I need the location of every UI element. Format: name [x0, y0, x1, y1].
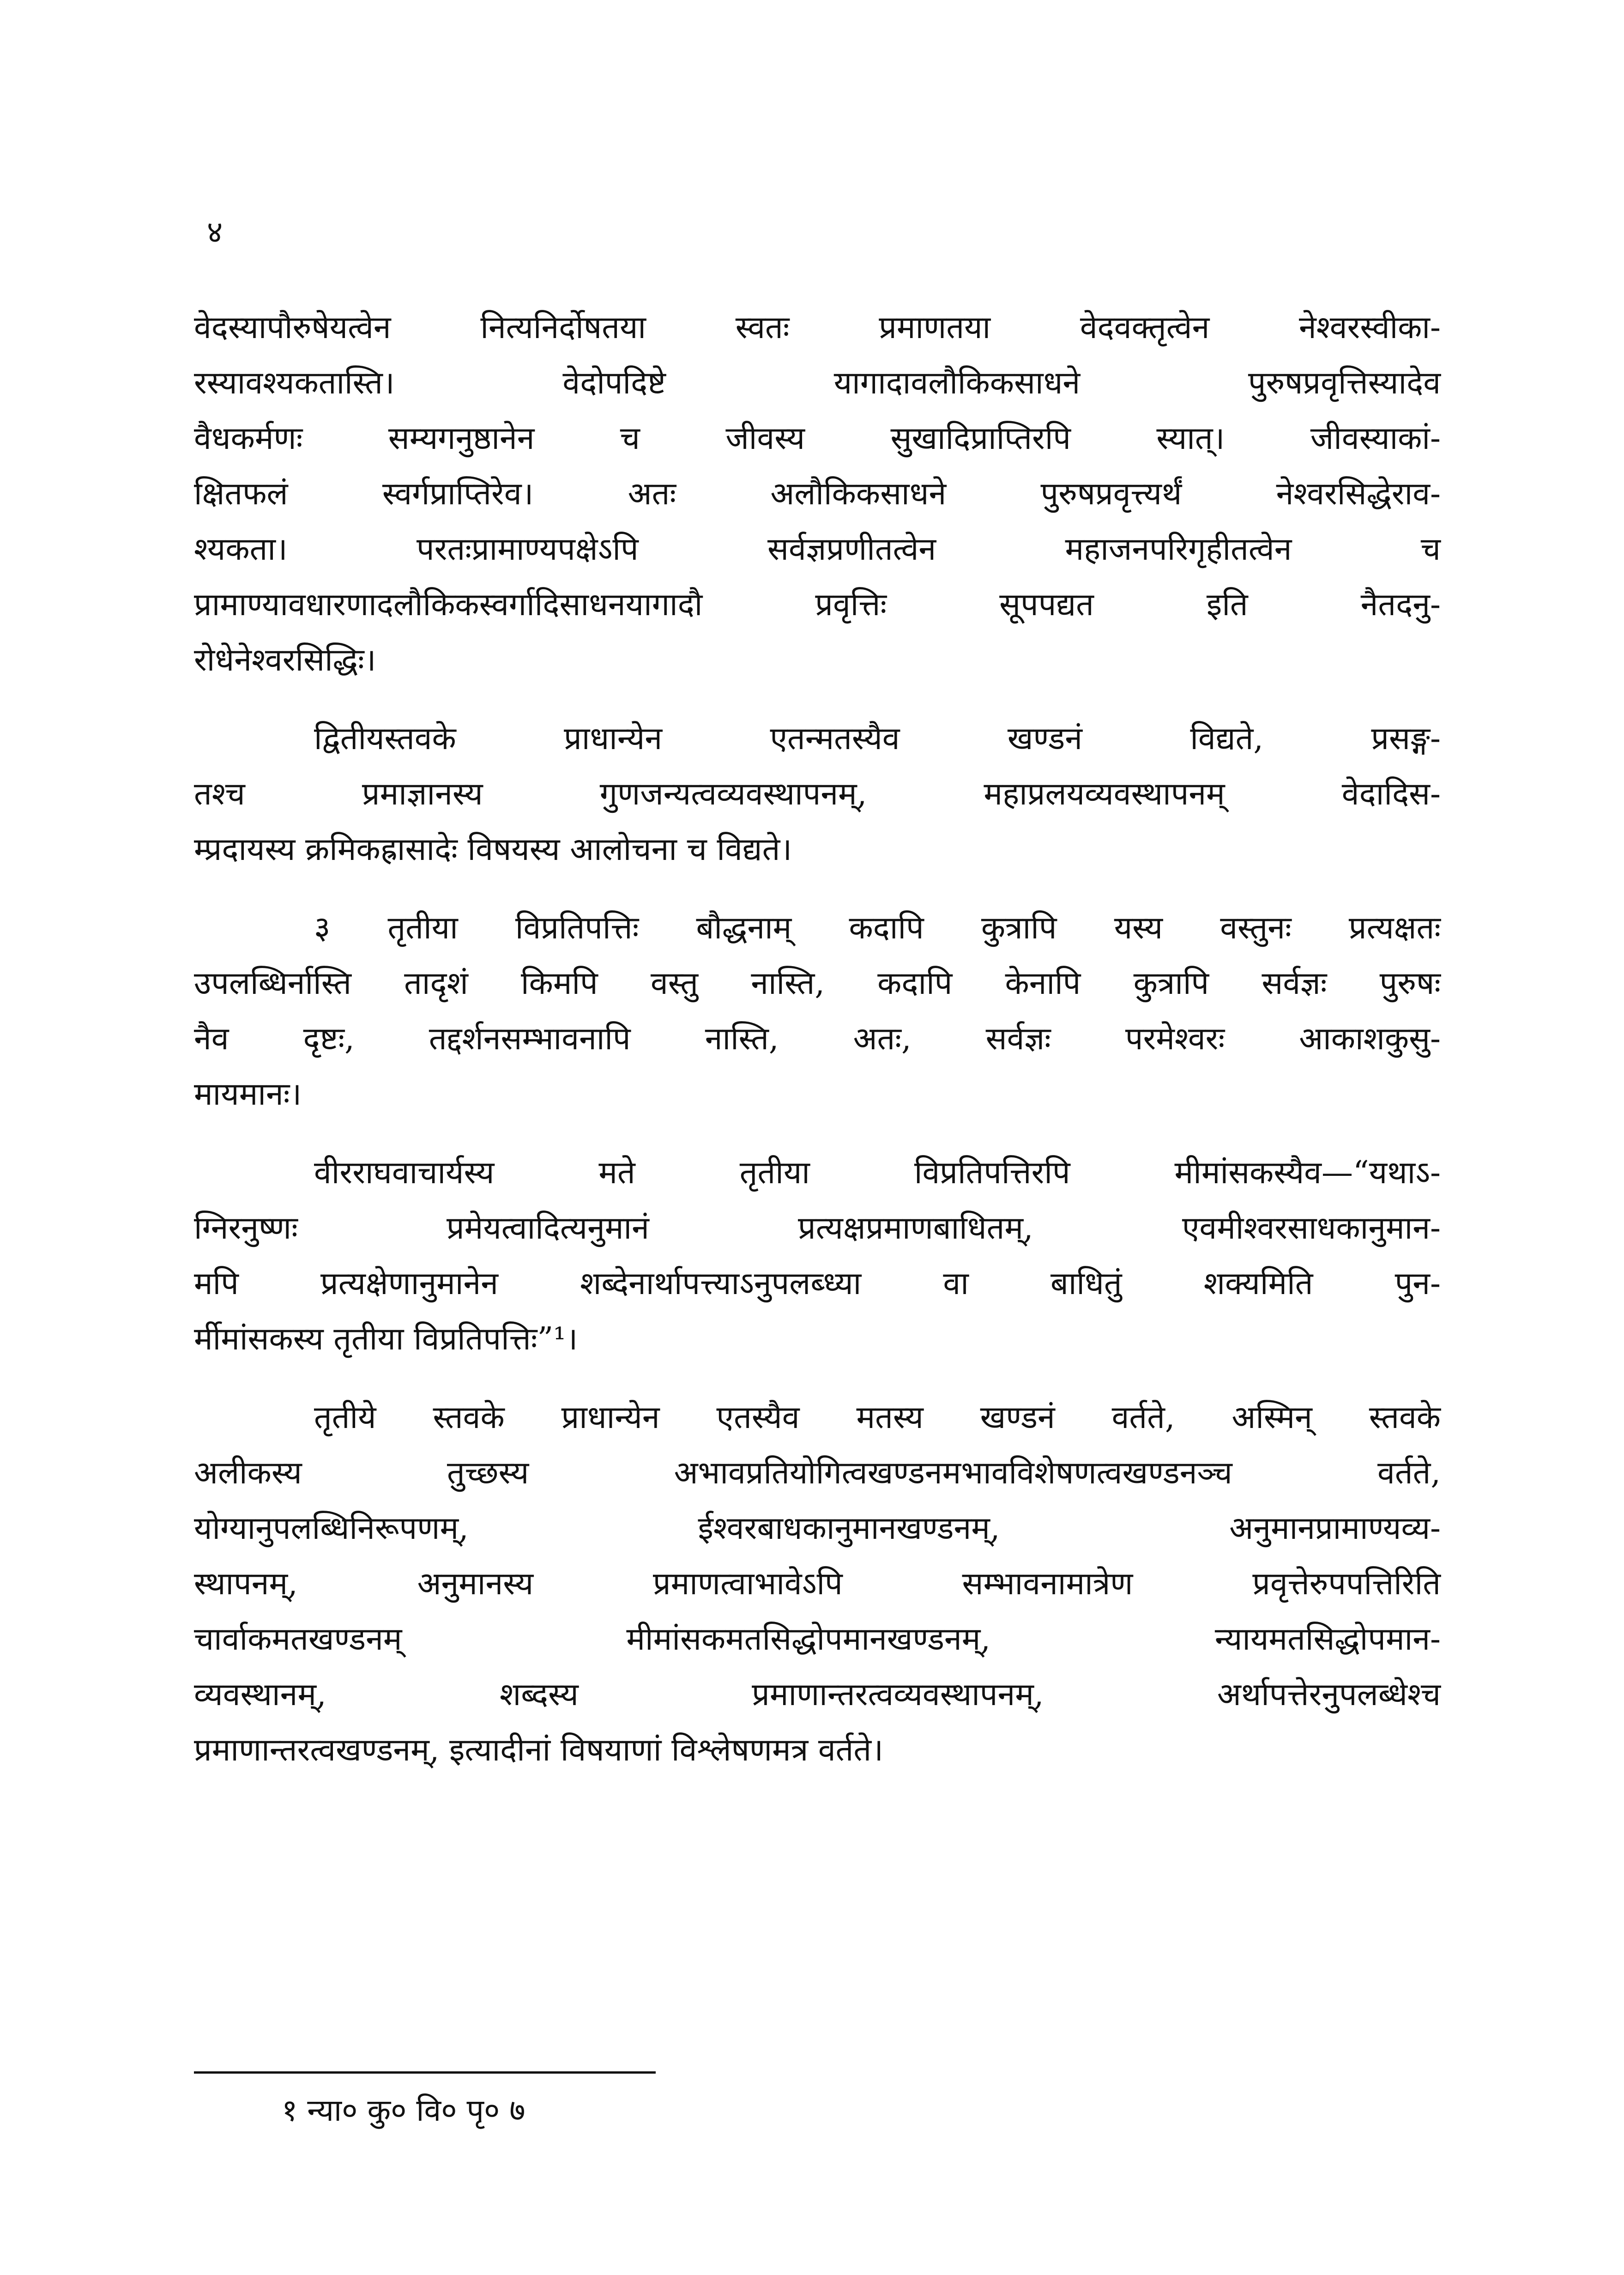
body-text — [194, 300, 1441, 1801]
text-line: रस्यावश्यकतास्ति। वेदोपदिष्टे यागादावलौकिकसाधने पुरुषप्रवृत्तिस्यादेव — [194, 365, 1441, 401]
text-line: मायमानः। — [194, 1076, 302, 1113]
text-line: अलीकस्य तुच्छस्य अभावप्रतियोगित्वखण्डनमभावविशेषणत्वखण्डनञ्च वर्तते, — [194, 1455, 1441, 1491]
paragraph-1 — [194, 300, 1441, 688]
text-line: उपलब्धिर्नास्ति तादृशं किमपि वस्तु नास्ति, कदापि केनापि कुत्रापि सर्वज्ञः पुरुषः — [194, 965, 1441, 1002]
text-line: श्यकता। परतःप्रामाण्यपक्षेऽपि सर्वज्ञप्रणीतत्वेन महाजनपरिगृहीतत्वेन च — [194, 531, 1441, 568]
text-line: मपि प्रत्यक्षेणानुमानेन शब्देनार्थापत्त्याऽनुपलब्ध्या वा बाधितुं शक्यमिति पुन- — [194, 1265, 1441, 1302]
footnote-divider — [194, 2071, 656, 2074]
paragraph-3 — [194, 901, 1441, 1122]
page-number: ४ — [207, 214, 223, 250]
text-line: द्वितीयस्तवके प्राधान्येन एतन्मतस्यैव खण्डनं विद्यते, प्रसङ्ग- — [314, 720, 1441, 757]
text-line: ३ तृतीया विप्रतिपत्तिः बौद्धनाम् कदापि कुत्रापि यस्य वस्तुनः प्रत्यक्षतः — [314, 910, 1441, 946]
text-line: वीरराघवाचार्यस्य मते तृतीया विप्रतिपत्तिरपि मीमांसकस्यैव—“यथाऽ- — [314, 1155, 1441, 1191]
paragraph-2 — [194, 711, 1441, 877]
text-line: वेदस्यापौरुषेयत्वेन नित्यनिर्दोषतया स्वतः प्रमाणतया वेदवक्तृत्वेन नेश्वरस्वीका- — [194, 309, 1441, 346]
text-line: व्यवस्थानम्, शब्दस्य प्रमाणान्तरत्वव्यवस्थापनम्, अर्थापत्तेरनुपलब्धेश्च — [194, 1676, 1441, 1713]
text-line: ग्निरनुष्णः प्रमेयत्वादित्यनुमानं प्रत्यक्षप्रमाणबाधितम्, एवमीश्वरसाधकानुमान- — [194, 1210, 1441, 1246]
text-line: योग्यानुपलब्धिनिरूपणम्, ईश्वरबाधकानुमानखण्डनम्, अनुमानप्रामाण्यव्य- — [194, 1510, 1441, 1547]
text-line: वैधकर्मणः सम्यगनुष्ठानेन च जीवस्य सुखादिप्राप्तिरपि स्यात्। जीवस्याकां- — [194, 420, 1441, 457]
text-line: र्मीमांसकस्य तृतीया विप्रतिपत्तिः”¹। — [194, 1321, 578, 1357]
text-line: प्रमाणान्तरत्वखण्डनम्, इत्यादीनां विषयाणां विश्लेषणमत्र वर्तते। — [194, 1732, 883, 1768]
text-line: नैव दृष्टः, तद्दर्शनसम्भावनापि नास्ति, अतः, सर्वज्ञः परमेश्वरः आकाशकुसु- — [194, 1021, 1441, 1057]
text-line: चार्वाकमतखण्डनम् मीमांसकमतसिद्धोपमानखण्डनम्, न्यायमतसिद्धोपमान- — [194, 1621, 1441, 1658]
text-line: तृतीये स्तवके प्राधान्येन एतस्यैव मतस्य खण्डनं वर्तते, अस्मिन् स्तवके — [314, 1399, 1441, 1436]
text-line: म्प्रदायस्य क्रमिकह्रासादेः विषयस्य आलोचना च विद्यते। — [194, 831, 792, 868]
text-line: प्रामाण्यावधारणादलौकिकस्वर्गादिसाधनयागादौ प्रवृत्तिः सूपपद्यत इति नैतदनु- — [194, 587, 1441, 623]
text-line: क्षितफलं स्वर्गप्राप्तिरेव। अतः अलौकिकसाधने पुरुषप्रवृत्त्यर्थं नेश्वरसिद्धेराव- — [194, 476, 1441, 512]
text-line: स्थापनम्, अनुमानस्य प्रमाणत्वाभावेऽपि सम्भावनामात्रेण प्रवृत्तेरुपपत्तिरिति — [194, 1566, 1441, 1602]
paragraph-5 — [194, 1390, 1441, 1778]
text-line: तश्च प्रमाज्ञानस्य गुणजन्यत्वव्यवस्थापनम्, महाप्रलयव्यवस्थापनम् वेदादिस- — [194, 776, 1441, 812]
paragraph-4 — [194, 1145, 1441, 1367]
text-line: रोधेनेश्वरसिद्धिः। — [194, 642, 376, 678]
footnote: १ न्या० कु० वि० पृ० ७ — [282, 2093, 525, 2128]
